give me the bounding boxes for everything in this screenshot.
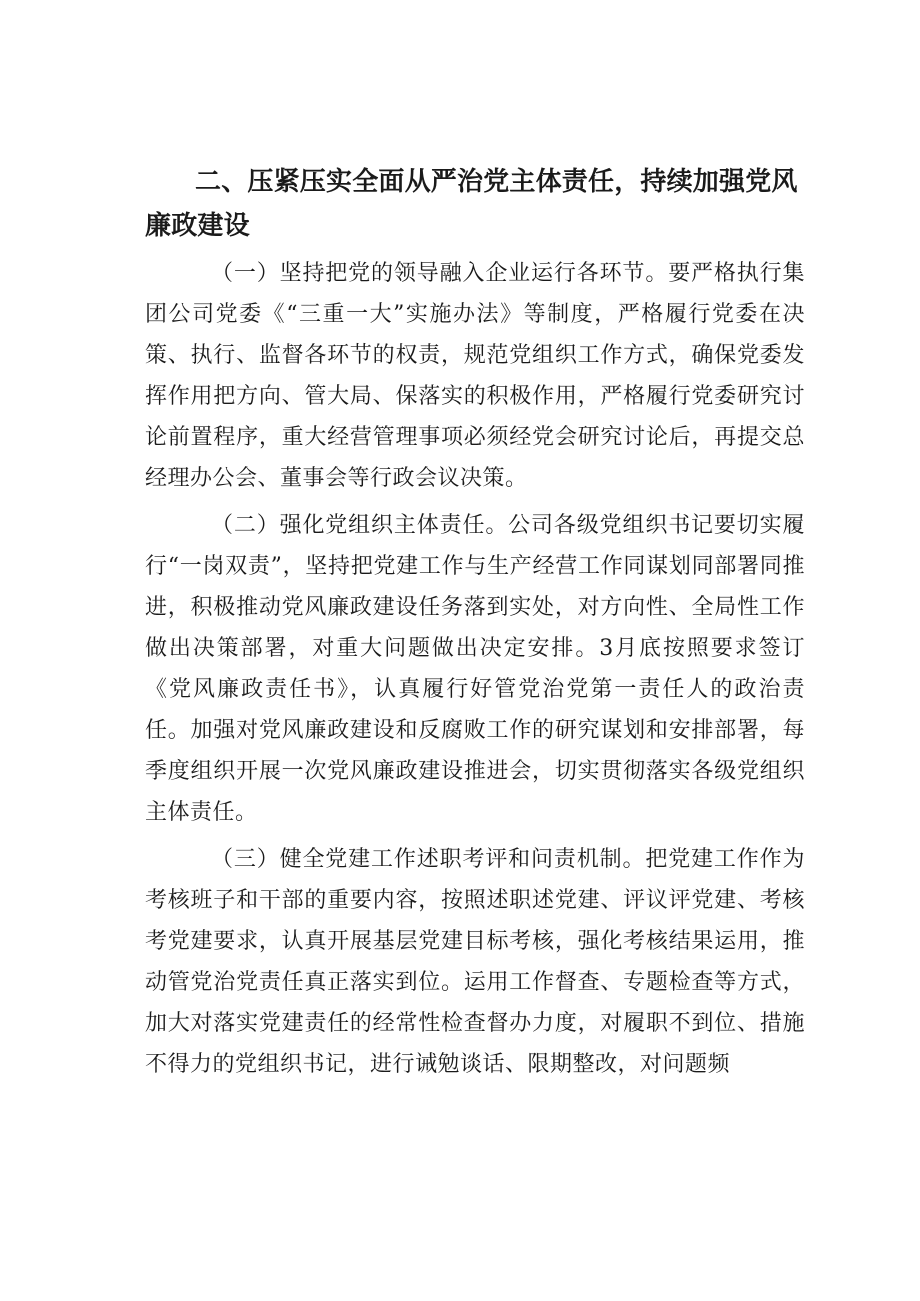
paragraph-2: （二）强化党组织主体责任。公司各级党组织书记要切实履行“一岗双责”，坚持把党建工作与生产经营工作同谋划同部署同推进，积极推动党风廉政建设任务落到实处，对方向性、全局性工作做出决策部署，对重大问题做出决定安排。3月底按照要求签订《党风廉政责任书》，认真履行好管党治党第一责任人的政治责任。加强对党风廉政建设和反腐败工作的研究谋划和安排部署，每季度组织开展一次党风廉政建设推进会，切实贯彻落实各级党组织主体责任。	[145, 513, 805, 825]
document-body	[145, 160, 805, 1091]
section-heading: 二、压紧压实全面从严治党主体责任，持续加强党风廉政建设	[145, 167, 798, 241]
paragraph-3: （三）健全党建工作述职考评和问责机制。把党建工作作为考核班子和干部的重要内容，按照述职述党建、评议评党建、考核考党建要求，认真开展基层党建目标考核，强化考核结果运用，推动管党治党责任真正落实到位。运用工作督查、专题检查等方式，加大对落实党建责任的经常性检查督办力度，对履职不到位、措施不得力的党组织书记，进行诫勉谈话、限期整改，对问题频	[145, 847, 805, 1077]
paragraph-1: （一）坚持把党的领导融入企业运行各环节。要严格执行集团公司党委《“三重一大”实施办法》等制度，严格履行党委在决策、执行、监督各环节的权责，规范党组织工作方式，确保党委发挥作用把方向、管大局、保落实的积极作用，严格履行党委研究讨论前置程序，重大经营管理事项必须经党会研究讨论后，再提交总经理办公会、董事会等行政会议决策。	[145, 261, 805, 491]
